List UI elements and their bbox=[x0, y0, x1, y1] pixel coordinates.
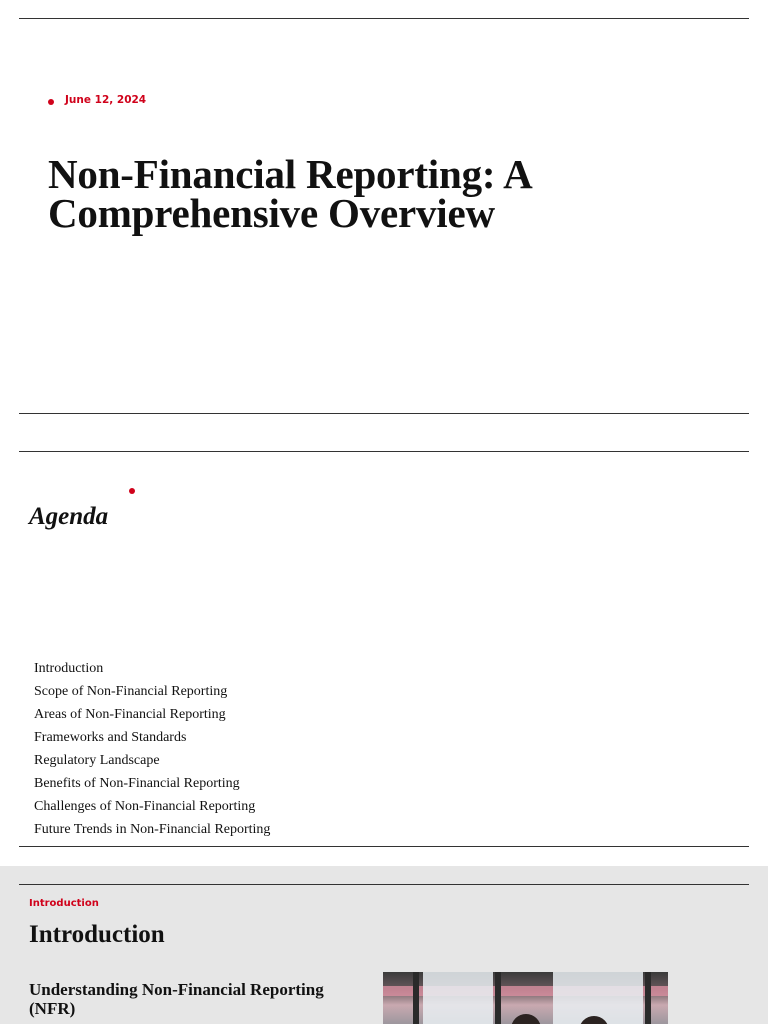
article-date: June 12, 2024 bbox=[65, 94, 147, 106]
introduction-photo bbox=[383, 972, 668, 1024]
section-subtitle: Understanding Non-Financial Reporting (NFR) bbox=[29, 980, 324, 1018]
photo-window bbox=[423, 972, 493, 1024]
agenda-item-benefits[interactable]: Benefits of Non-Financial Reporting bbox=[34, 776, 240, 791]
agenda-accent-dot-icon bbox=[129, 488, 135, 494]
agenda-item-regulatory[interactable]: Regulatory Landscape bbox=[34, 753, 160, 768]
agenda-item-challenges[interactable]: Challenges of Non-Financial Reporting bbox=[34, 799, 256, 814]
agenda-divider bbox=[19, 846, 749, 847]
agenda-item-future-trends[interactable]: Future Trends in Non-Financial Reporting bbox=[34, 822, 271, 837]
article-title: Non-Financial Reporting: A Comprehensive Overview bbox=[48, 151, 531, 236]
agenda-item-frameworks[interactable]: Frameworks and Standards bbox=[34, 730, 187, 745]
photo-window-frame bbox=[413, 972, 419, 1024]
section-tag: Introduction bbox=[29, 898, 99, 909]
photo-window-frame bbox=[495, 972, 501, 1024]
title-divider-top bbox=[19, 413, 749, 414]
top-divider bbox=[19, 18, 749, 19]
photo-window-frame bbox=[645, 972, 651, 1024]
introduction-section bbox=[0, 866, 768, 1024]
agenda-list bbox=[34, 657, 270, 841]
agenda-item-introduction[interactable]: Introduction bbox=[34, 661, 104, 676]
section-divider bbox=[19, 884, 749, 885]
agenda-item-areas[interactable]: Areas of Non-Financial Reporting bbox=[34, 707, 226, 722]
date-bullet-icon bbox=[48, 99, 54, 105]
agenda-heading: Agenda bbox=[29, 503, 109, 530]
section-title: Introduction bbox=[29, 921, 165, 948]
agenda-item-scope[interactable]: Scope of Non-Financial Reporting bbox=[34, 684, 228, 699]
title-divider-bottom bbox=[19, 451, 749, 452]
photo-person bbox=[511, 1014, 541, 1024]
